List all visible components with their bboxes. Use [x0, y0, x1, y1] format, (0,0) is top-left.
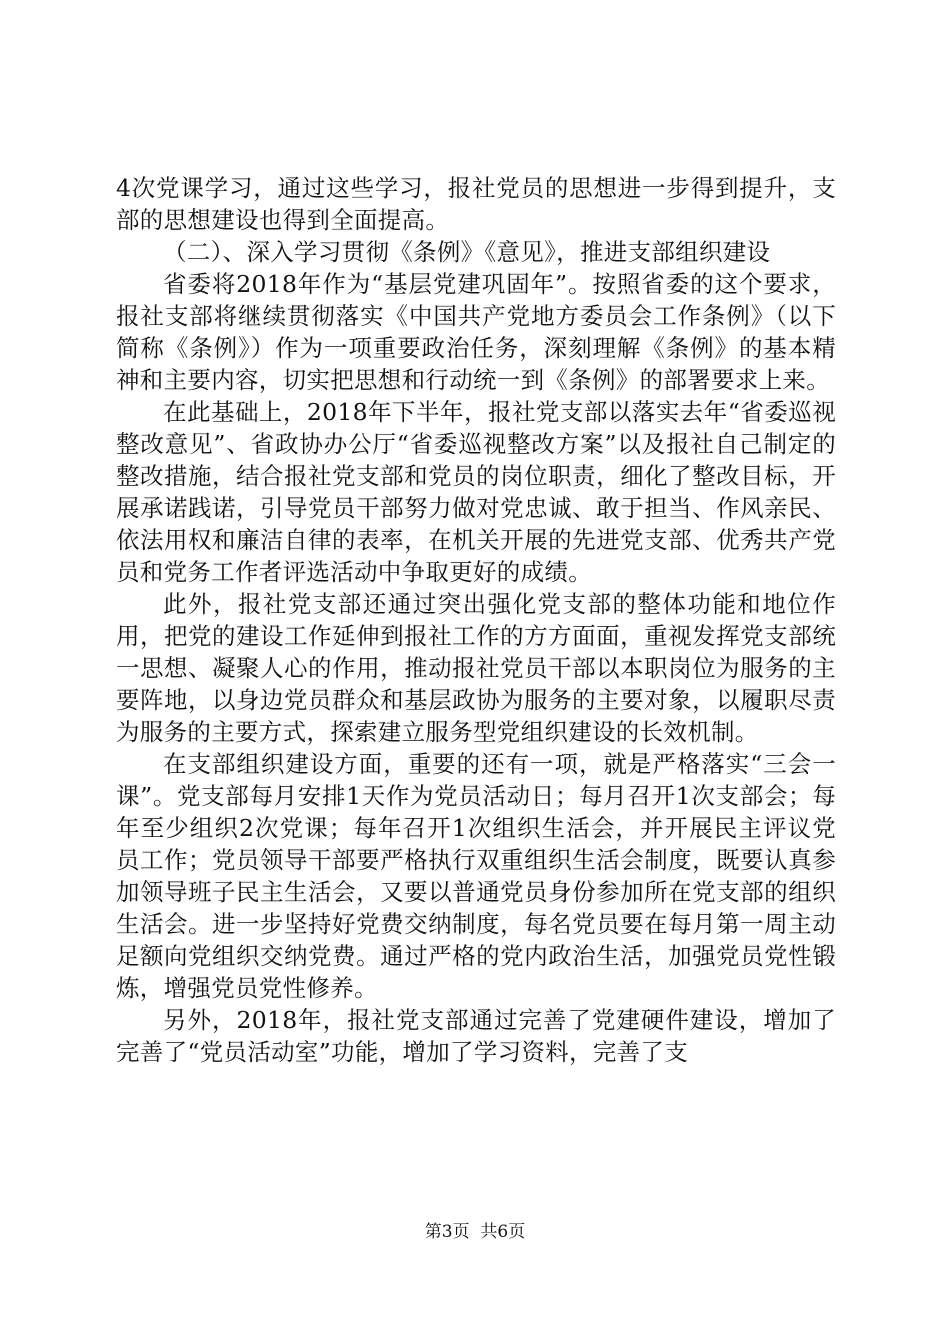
paragraph-continuation: 4次党课学习，通过这些学习，报社党员的思想进一步得到提升，支部的思想建设也得到全面提高。: [116, 174, 836, 234]
paragraph-branch-function: 此外，报社党支部还通过突出强化党支部的整体功能和地位作用，把党的建设工作延伸到报社工作的方方面面，重视发挥党支部统一思想、凝聚人心的作用，推动报社党员干部以本职岗位为服务的主要阵地，以身边党员群众和基层政协为服务的主要对象，以履职尽责为服务的主要方式，探索建立服务型党组织建设的长效机制。: [116, 590, 836, 746]
paragraph-rectification: 在此基础上，2018年下半年，报社党支部以落实去年“省委巡视整改意见”、省政协办公厅“省委巡视整改方案”以及报社自己制定的整改措施，结合报社党支部和党员的岗位职责，细化了整改目标，开展承诺践诺，引导党员干部努力做对党忠诚、敢于担当、作风亲民、依法用权和廉洁自律的表率，在机关开展的先进党支部、优秀共产党员和党务工作者评选活动中争取更好的成绩。: [116, 398, 836, 586]
page-number-footer: 第3页 共6页: [424, 1222, 526, 1242]
document-body: [116, 172, 836, 1068]
paragraph-provincial-requirement: 省委将2018年作为“基层党建巩固年”。按照省委的这个要求，报社支部将继续贯彻落实《中国共产党地方委员会工作条例》（以下简称《条例》）作为一项重要政治任务，深刻理解《条例》的基本精神和主要内容，切实把思想和行动统一到《条例》的部署要求上来。: [116, 270, 836, 394]
section-heading: （二）、深入学习贯彻《条例》《意见》，推进支部组织建设: [163, 238, 771, 266]
paragraph-hardware: 另外，2018年，报社党支部通过完善了党建硬件建设，增加了完善了“党员活动室”功能，增加了学习资料，完善了支: [116, 1006, 836, 1066]
paragraph-three-meetings: 在支部组织建设方面，重要的还有一项，就是严格落实“三会一课”。党支部每月安排1天作为党员活动日；每月召开1次支部会；每年至少组织2次党课；每年召开1次组织生活会，并开展民主评议党员工作；党员领导干部要严格执行双重组织生活会制度，既要认真参加领导班子民主生活会，又要以普通党员身份参加所在党支部的组织生活会。进一步坚持好党费交纳制度，每名党员要在每月第一周主动足额向党组织交纳党费。通过严格的党内政治生活，加强党员党性锻炼，增强党员党性修养。: [116, 750, 836, 1002]
